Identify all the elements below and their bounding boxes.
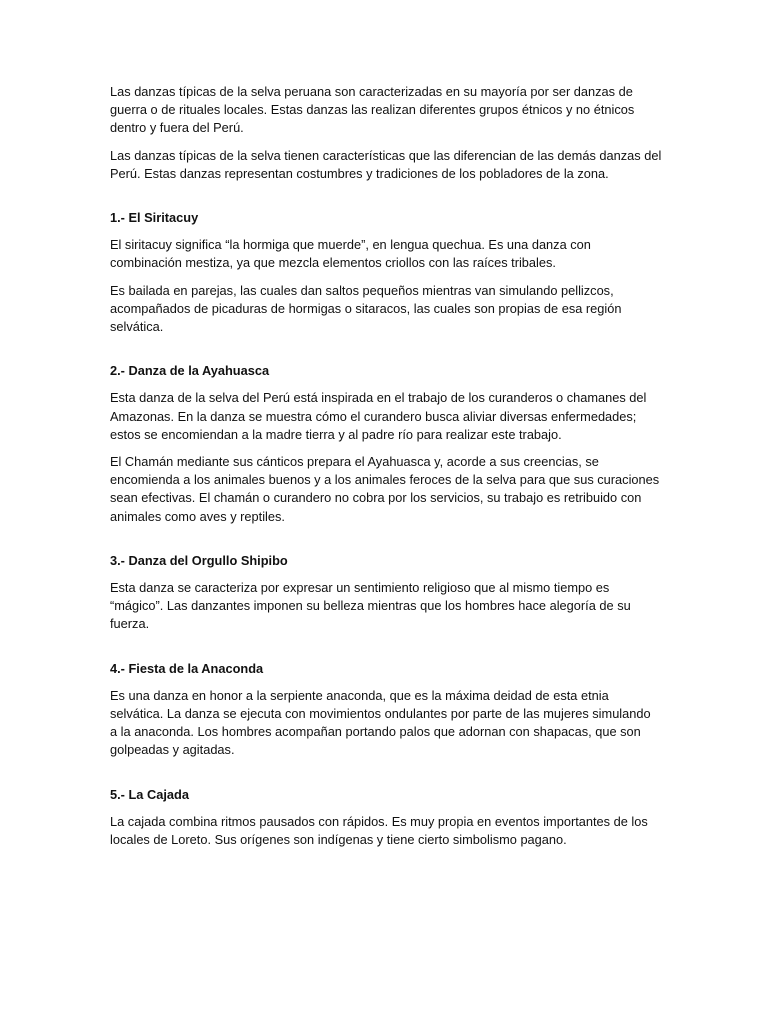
section-heading: 4.- Fiesta de la Anaconda (110, 660, 264, 676)
text-line: estos se encomiendan a la madre tierra y al padre río para realizar este trabajo. (110, 426, 562, 442)
section-ayahuasca (110, 362, 670, 526)
text-line: Amazonas. En la danza se muestra cómo el curandero busca aliviar diversas enfermedades; (110, 408, 637, 424)
section-heading: 3.- Danza del Orgullo Shipibo (110, 552, 288, 568)
intro-paragraph (110, 83, 670, 138)
text-line: selvática. La danza se ejecuta con movimientos ondulantes por parte de las mujeres simulando (110, 706, 651, 722)
text-line: Es una danza en honor a la serpiente anaconda, que es la máxima deidad de esta etnia (110, 687, 609, 703)
text-line: selvática. (110, 319, 164, 335)
section-paragraph (110, 813, 670, 849)
section-cajada (110, 786, 670, 850)
section-heading: 1.- El Siritacuy (110, 210, 199, 226)
section-paragraph (110, 389, 670, 444)
text-line: sean efectivas. El chamán o curandero no cobra por los servicios, su trabajo es retribuido con (110, 490, 642, 506)
text-line: animales como aves y reptiles. (110, 508, 285, 524)
text-line: Las danzas típicas de la selva peruana son caracterizadas en su mayoría por ser danzas de (110, 84, 633, 99)
intro-paragraph (110, 147, 670, 183)
text-line: Esta danza de la selva del Perú está inspirada en el trabajo de los curanderos o chamanes del (110, 390, 647, 406)
text-line: dentro y fuera del Perú. (110, 120, 244, 136)
text-line: guerra o de rituales locales. Estas danzas las realizan diferentes grupos étnicos y no étnicos (110, 102, 635, 118)
text-line: acompañados de picaduras de hormigas o sitaracos, las cuales son propias de esa región (110, 300, 622, 316)
text-line: El siritacuy significa “la hormiga que muerde”, en lengua quechua. Es una danza con (110, 237, 591, 253)
section-paragraph (110, 687, 670, 760)
section-orgullo-shipibo (110, 552, 670, 634)
section-heading: 2.- Danza de la Ayahuasca (110, 363, 270, 379)
section-paragraph (110, 236, 670, 272)
text-line: La cajada combina ritmos pausados con rápidos. Es muy propia en eventos importantes de los (110, 813, 648, 829)
text-line: Es bailada en parejas, las cuales dan saltos pequeños mientras van simulando pellizcos, (110, 282, 614, 298)
section-heading: 5.- La Cajada (110, 786, 189, 802)
section-paragraph (110, 579, 670, 634)
text-line: a la anaconda. Los hombres acompañan portando palos que adornan con shapacas, que son (110, 724, 641, 740)
text-line: fuerza. (110, 616, 150, 632)
section-paragraph (110, 453, 670, 526)
text-line: combinación mestiza, ya que mezcla elementos criollos con las raíces tribales. (110, 255, 556, 271)
section-paragraph (110, 282, 670, 337)
text-line: locales de Loreto. Sus orígenes son indígenas y tiene cierto simbolismo pagano. (110, 832, 567, 848)
text-line: “mágico”. Las danzantes imponen su belleza mientras que los hombres hace alegoría de su (110, 598, 631, 614)
text-line: El Chamán mediante sus cánticos prepara el Ayahuasca y, acorde a sus creencias, se (110, 454, 599, 470)
text-line: Perú. Estas danzas representan costumbres y tradiciones de los pobladores de la zona. (110, 165, 609, 181)
section-siritacuy (110, 209, 670, 336)
text-line: encomienda a los animales buenos y a los animales feroces de la selva para que sus curaciones (110, 472, 660, 488)
text-line: golpeadas y agitadas. (110, 742, 235, 758)
text-line: Esta danza se caracteriza por expresar un sentimiento religioso que al mismo tiempo es (110, 580, 610, 596)
section-anaconda (110, 660, 670, 760)
document-page (110, 83, 670, 849)
text-line: Las danzas típicas de la selva tienen características que las diferencian de las demás danzas del (110, 147, 662, 163)
